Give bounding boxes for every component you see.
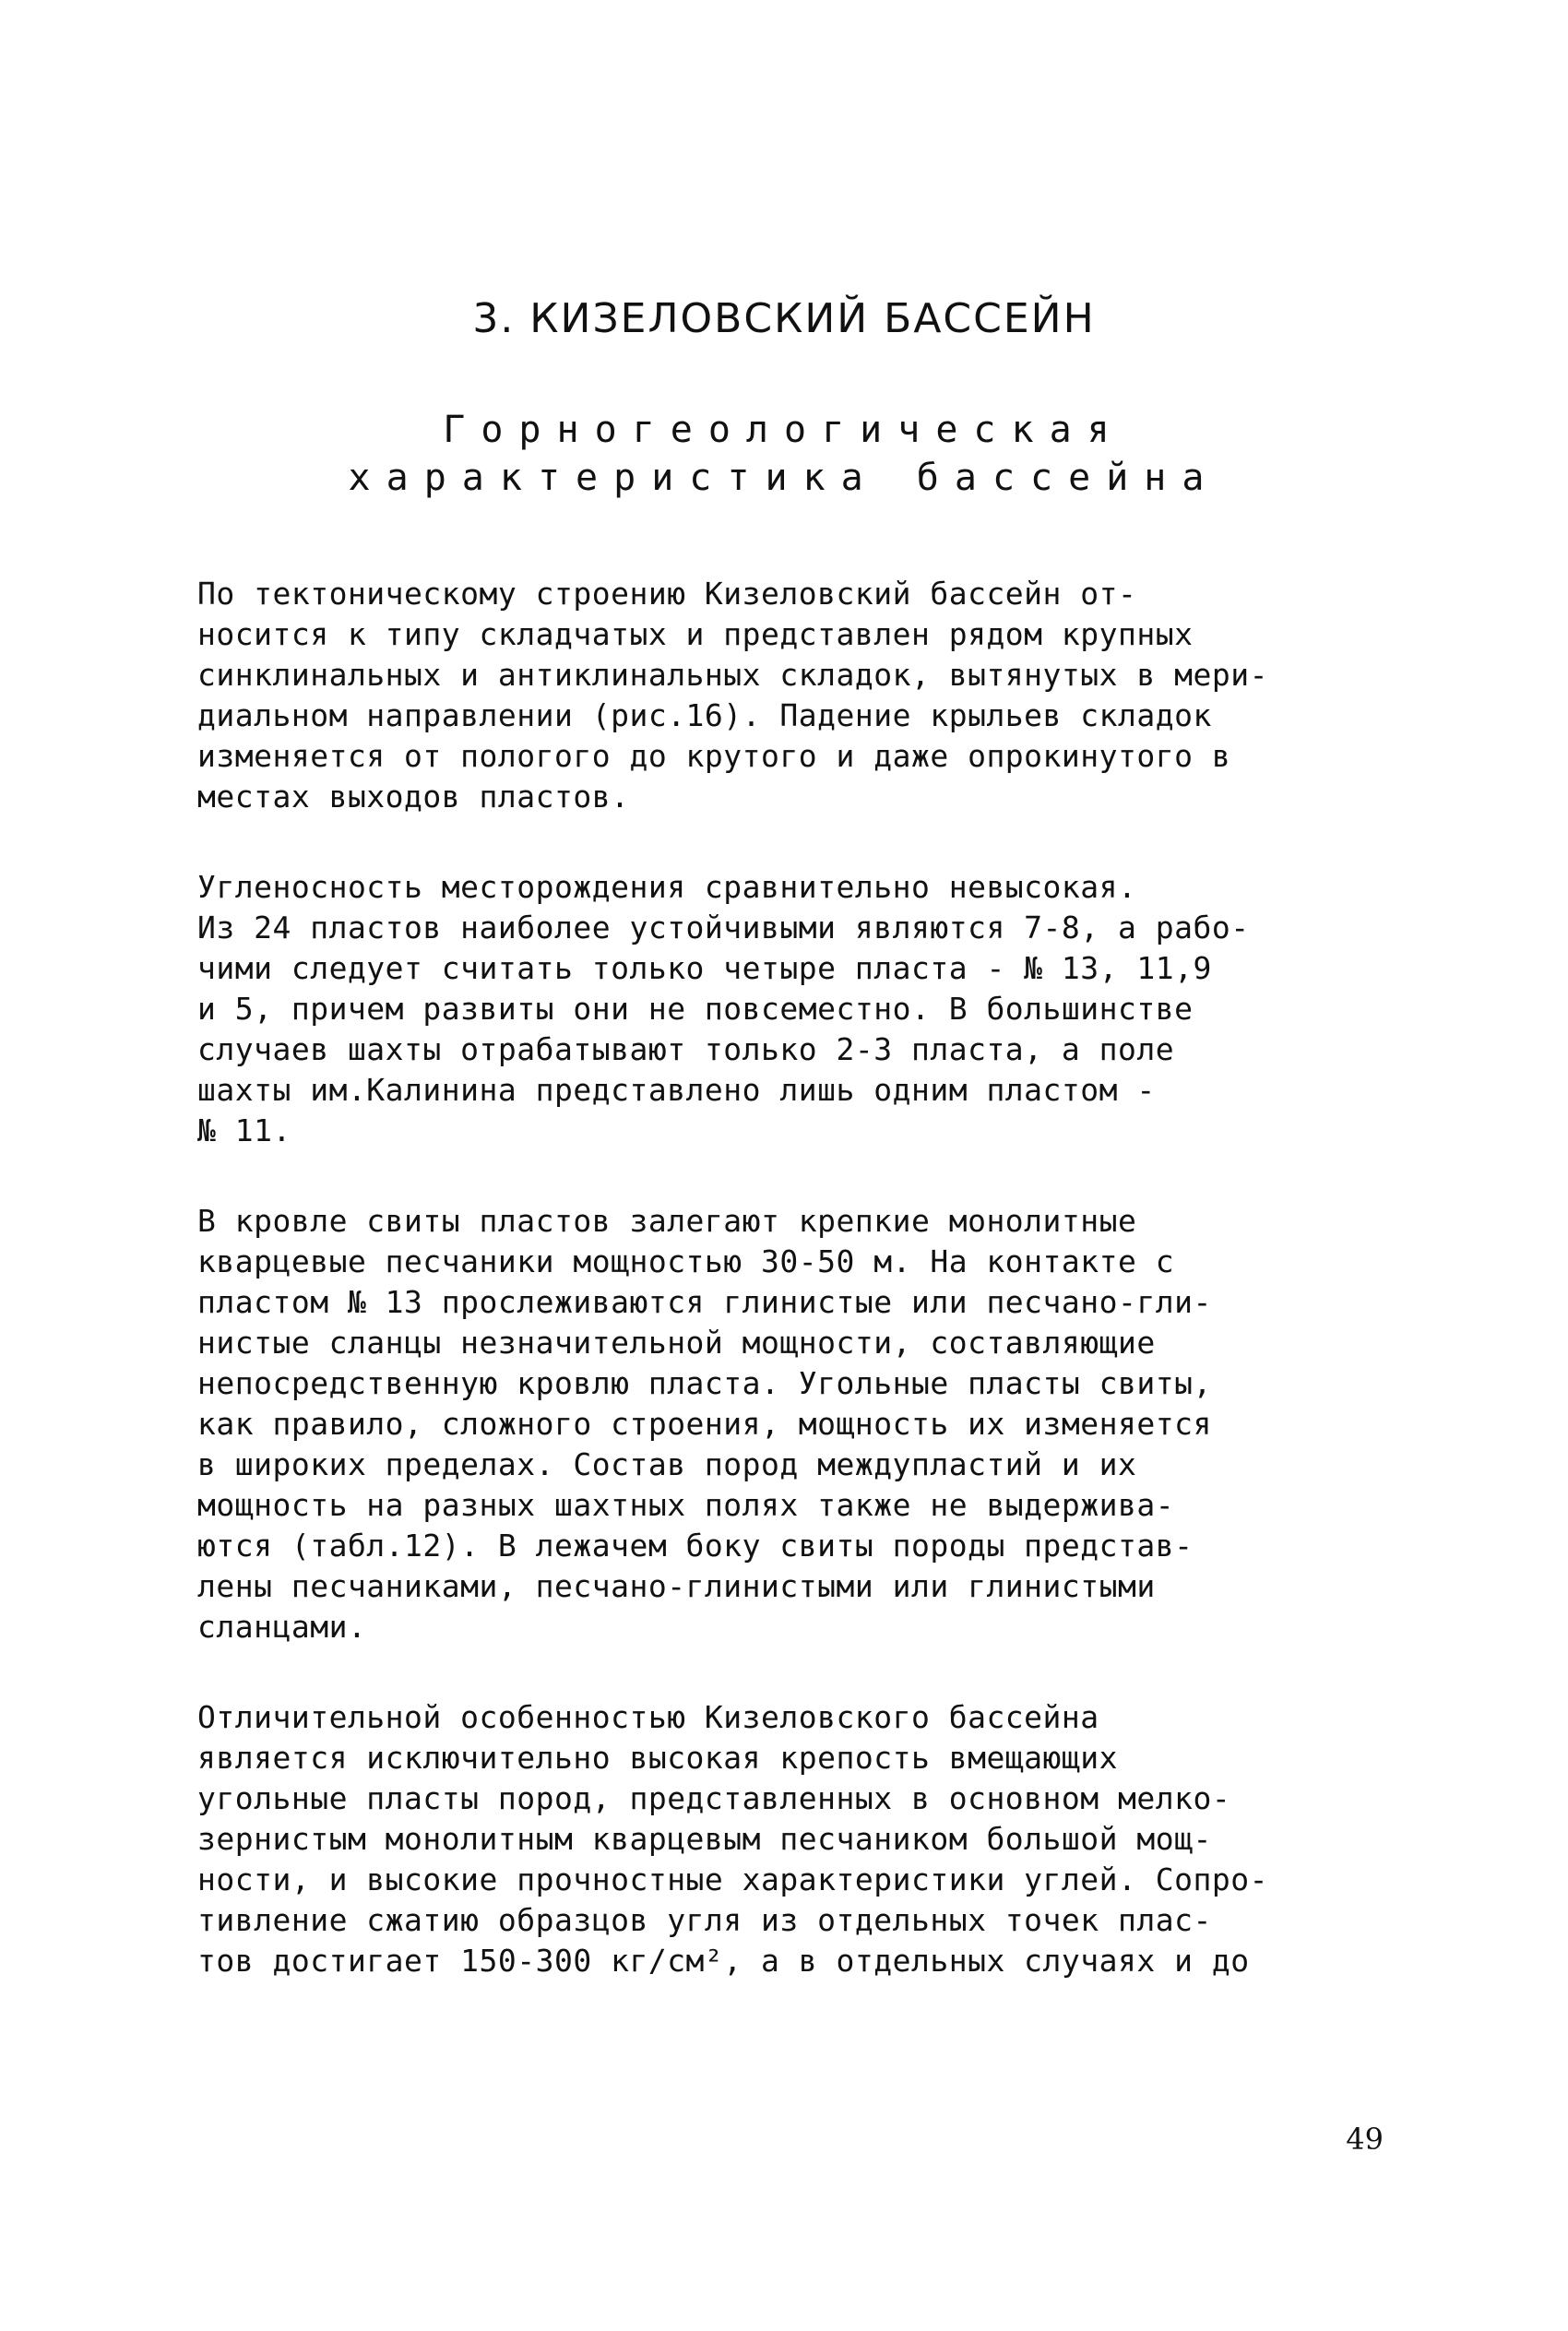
text-line: нистые сланцы незначительной мощности, составляющие <box>197 1325 1156 1361</box>
paragraph-1 <box>197 574 1387 817</box>
page-number: 49 <box>1346 2122 1384 2157</box>
text-line: диальном направлении (рис.16). Падение крыльев складок <box>197 697 1212 733</box>
text-line: В кровле свиты пластов залегают крепкие монолитные <box>197 1203 1137 1239</box>
text-line: № 11. <box>197 1112 291 1148</box>
text-line: шахты им.Калинина представлено лишь одним пластом - <box>197 1072 1156 1108</box>
text-line: изменяется от пологого до крутого и даже опрокинутого в <box>197 738 1231 774</box>
text-line: чими следует считать только четыре пласта - № 13, 11,9 <box>197 950 1212 986</box>
text-line: в широких пределах. Состав пород междупластий и их <box>197 1446 1137 1482</box>
section-title-line-1: Горногеологическая <box>443 409 1125 451</box>
text-line: Угленосность месторождения сравнительно невысокая. <box>197 869 1137 905</box>
text-line: ются (табл.12). В лежачем боку свиты породы представ- <box>197 1528 1194 1564</box>
text-line: пластом № 13 прослеживаются глинистые или песчано-гли- <box>197 1284 1212 1320</box>
text-line: кварцевые песчаники мощностью 30-50 м. На контакте с <box>197 1243 1175 1279</box>
body-text <box>197 574 1387 1981</box>
text-line: сланцами. <box>197 1609 367 1645</box>
text-line: мощность на разных шахтных полях также не выдержива- <box>197 1487 1175 1523</box>
text-line: является исключительно высокая крепость вмещающих <box>197 1740 1119 1776</box>
paragraph-4 <box>197 1697 1387 1981</box>
text-line: как правило, сложного строения, мощность их изменяется <box>197 1406 1212 1442</box>
section-title-line-2: характеристика бассейна <box>348 457 1220 499</box>
text-line: По тектоническому строению Кизеловский бассейн от- <box>197 576 1137 612</box>
text-line: угольные пласты пород, представленных в основном мелко- <box>197 1780 1231 1816</box>
text-line: случаев шахты отрабатывают только 2-3 пласта, а поле <box>197 1031 1175 1067</box>
text-line: местах выходов пластов. <box>197 779 630 815</box>
text-line: Отличительной особенностью Кизеловского бассейна <box>197 1699 1099 1735</box>
text-line: и 5, причем развиты они не повсеместно. В большинстве <box>197 991 1194 1027</box>
text-line: зернистым монолитным кварцевым песчаником большой мощ- <box>197 1821 1212 1857</box>
chapter-title: 3. КИЗЕЛОВСКИЙ БАССЕЙН <box>472 295 1096 342</box>
paragraph-2 <box>197 867 1387 1151</box>
text-line: синклинальных и антиклинальных складок, вытянутых в мери- <box>197 657 1268 693</box>
text-line: ности, и высокие прочностные характеристики углей. Сопро- <box>197 1861 1268 1897</box>
text-line: носится к типу складчатых и представлен рядом крупных <box>197 616 1194 652</box>
section-title <box>0 406 1568 502</box>
text-line: Из 24 пластов наиболее устойчивыми являются 7-8, а рабо- <box>197 910 1250 945</box>
text-line: тивление сжатию образцов угля из отдельных точек плас- <box>197 1902 1212 1938</box>
text-line: непосредственную кровлю пласта. Угольные пласты свиты, <box>197 1365 1212 1401</box>
text-line: лены песчаниками, песчано-глинистыми или глинистыми <box>197 1568 1156 1604</box>
text-line: тов достигает 150-300 кг/см², а в отдельных случаях и до <box>197 1943 1250 1979</box>
paragraph-3 <box>197 1201 1387 1647</box>
